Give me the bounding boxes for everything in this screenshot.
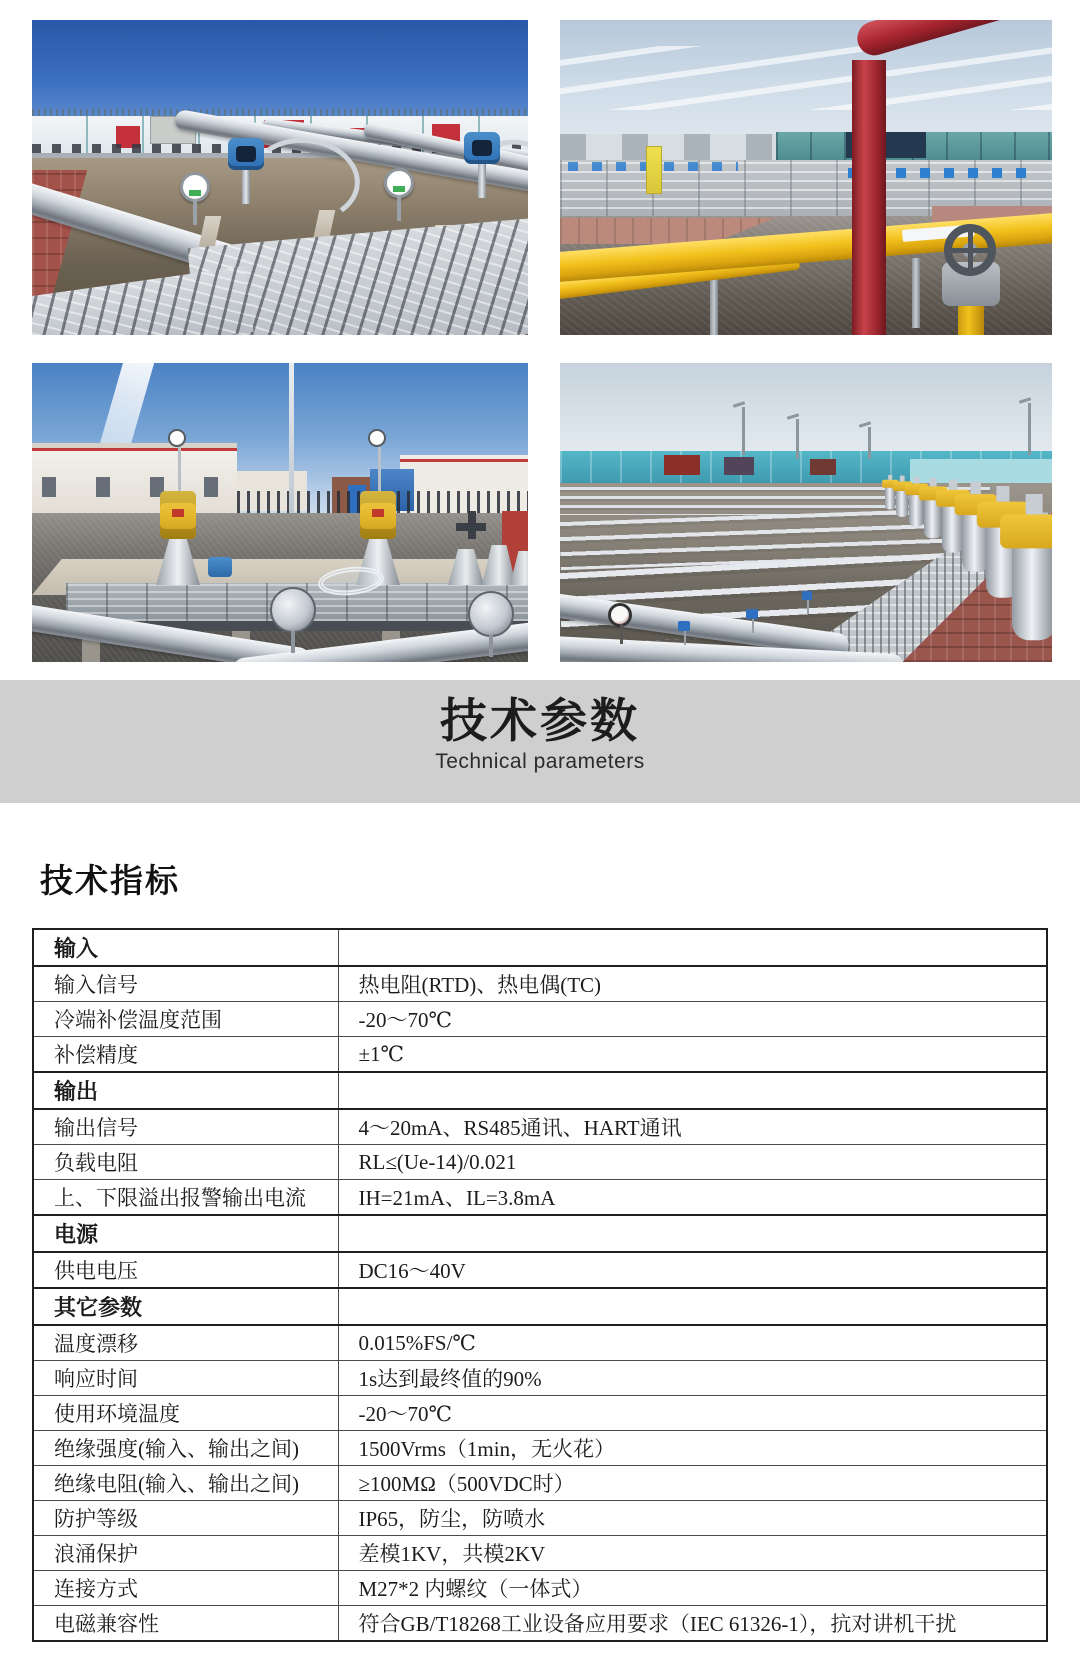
table-row	[33, 1501, 1047, 1536]
spec-value	[338, 1215, 1047, 1252]
wellhead-yellow-body	[160, 491, 196, 539]
spec-value: 0.015%FS/℃	[338, 1325, 1047, 1361]
spec-label: 其它参数	[33, 1288, 338, 1325]
table-row	[33, 1109, 1047, 1145]
valve-handwheel	[944, 224, 996, 276]
spec-label: 连接方式	[33, 1571, 338, 1606]
table-row	[33, 1002, 1047, 1037]
gauge-stem	[178, 447, 181, 493]
spec-value: 热电阻(RTD)、热电偶(TC)	[338, 966, 1047, 1002]
table-row	[33, 966, 1047, 1002]
spec-label: 绝缘强度(输入、输出之间)	[33, 1431, 338, 1466]
wellhead	[1012, 545, 1052, 640]
spec-value: 1s达到最终值的90%	[338, 1361, 1047, 1396]
table-row	[33, 1536, 1047, 1571]
street-lamp	[1028, 403, 1031, 455]
photo-pipeline-transmitter-rows	[32, 20, 528, 335]
gauge-stem	[378, 447, 381, 493]
spec-value	[338, 929, 1047, 966]
transmitter	[678, 621, 690, 631]
table-row	[33, 1252, 1047, 1288]
table-row	[33, 1396, 1047, 1431]
spec-label: 供电电压	[33, 1252, 338, 1288]
pressure-gauge	[168, 429, 186, 447]
spec-value: DC16～40V	[338, 1252, 1047, 1288]
table-section-row	[33, 929, 1047, 966]
table-row	[33, 1431, 1047, 1466]
spec-value: RL≤(Ue-14)/0.021	[338, 1145, 1047, 1180]
pressure-gauge	[368, 429, 386, 447]
spec-value: M27*2 内螺纹（一体式）	[338, 1571, 1047, 1606]
spec-value: ±1℃	[338, 1037, 1047, 1073]
table-section-row	[33, 1072, 1047, 1109]
valve-cluster	[468, 511, 476, 539]
spec-label: 冷端补偿温度范围	[33, 1002, 338, 1037]
spec-label: 使用环境温度	[33, 1396, 338, 1431]
spec-value: 4～20mA、RS485通讯、HART通讯	[338, 1109, 1047, 1145]
transmitter	[802, 591, 812, 600]
spec-value: 符合GB/T18268工业设备应用要求（IEC 61326-1），抗对讲机干扰	[338, 1606, 1047, 1642]
table-row	[33, 1325, 1047, 1361]
gauge-disc	[270, 587, 316, 633]
temperature-transmitter	[228, 138, 264, 170]
spec-label: 绝缘电阻(输入、输出之间)	[33, 1466, 338, 1501]
spec-label: 温度漂移	[33, 1325, 338, 1361]
page-title: 技术指标	[40, 862, 180, 899]
table-row	[33, 1037, 1047, 1073]
pressure-gauge	[384, 168, 414, 198]
spec-value: 1500Vrms（1min，无火花）	[338, 1431, 1047, 1466]
spec-table	[32, 928, 1048, 1642]
temperature-transmitter	[464, 132, 500, 164]
spec-value: IH=21mA、IL=3.8mA	[338, 1180, 1047, 1216]
street-lamp	[742, 407, 745, 455]
pipe-support-leg	[912, 258, 920, 328]
spec-label: 负载电阻	[33, 1145, 338, 1180]
table-row	[33, 1180, 1047, 1216]
spec-value: IP65，防尘，防喷水	[338, 1501, 1047, 1536]
banner-title: 技术参数	[440, 694, 640, 747]
street-lamp	[796, 419, 799, 459]
container	[664, 455, 700, 475]
transmitter	[208, 557, 232, 577]
section-banner	[0, 680, 1080, 803]
pressure-gauge	[180, 172, 210, 202]
spec-label: 输出信号	[33, 1109, 338, 1145]
spec-value: -20～70℃	[338, 1396, 1047, 1431]
banner-subtitle: Technical parameters	[435, 750, 645, 773]
photo-gas-station-yellow-pipeline	[560, 20, 1052, 335]
pressure-gauge	[608, 603, 632, 627]
photo-metering-platform-wellheads	[32, 363, 528, 662]
table-row	[33, 1145, 1047, 1180]
container	[810, 459, 836, 475]
yellow-sign	[646, 146, 662, 194]
station-building	[32, 443, 237, 517]
spec-label: 输入信号	[33, 966, 338, 1002]
spec-label: 补偿精度	[33, 1037, 338, 1073]
street-lamp	[868, 427, 871, 459]
gauge-disc	[468, 591, 514, 637]
table-row	[33, 1571, 1047, 1606]
table-section-row	[33, 1215, 1047, 1252]
table-row	[33, 1361, 1047, 1396]
spec-label: 响应时间	[33, 1361, 338, 1396]
spec-label: 防护等级	[33, 1501, 338, 1536]
container	[724, 457, 754, 475]
spec-label: 电源	[33, 1215, 338, 1252]
spec-label: 输入	[33, 929, 338, 966]
table-row	[33, 1606, 1047, 1642]
spec-label: 浪涌保护	[33, 1536, 338, 1571]
spec-value: ≥100MΩ（500VDC时）	[338, 1466, 1047, 1501]
spec-label: 输出	[33, 1072, 338, 1109]
spec-value: 差模1KV，共模2KV	[338, 1536, 1047, 1571]
wellhead-yellow-body	[360, 491, 396, 539]
table-row	[33, 1466, 1047, 1501]
spec-value	[338, 1072, 1047, 1109]
transmitter	[746, 609, 758, 619]
red-riser-pipe	[852, 60, 886, 335]
flagpole	[289, 363, 294, 531]
spec-value: -20～70℃	[338, 1002, 1047, 1037]
photo-gallery	[0, 0, 1080, 662]
spec-label: 电磁兼容性	[33, 1606, 338, 1642]
photo-wellhead-rows-walkway	[560, 363, 1052, 662]
table-section-row	[33, 1288, 1047, 1325]
spec-value	[338, 1288, 1047, 1325]
spec-label: 上、下限溢出报警输出电流	[33, 1180, 338, 1216]
